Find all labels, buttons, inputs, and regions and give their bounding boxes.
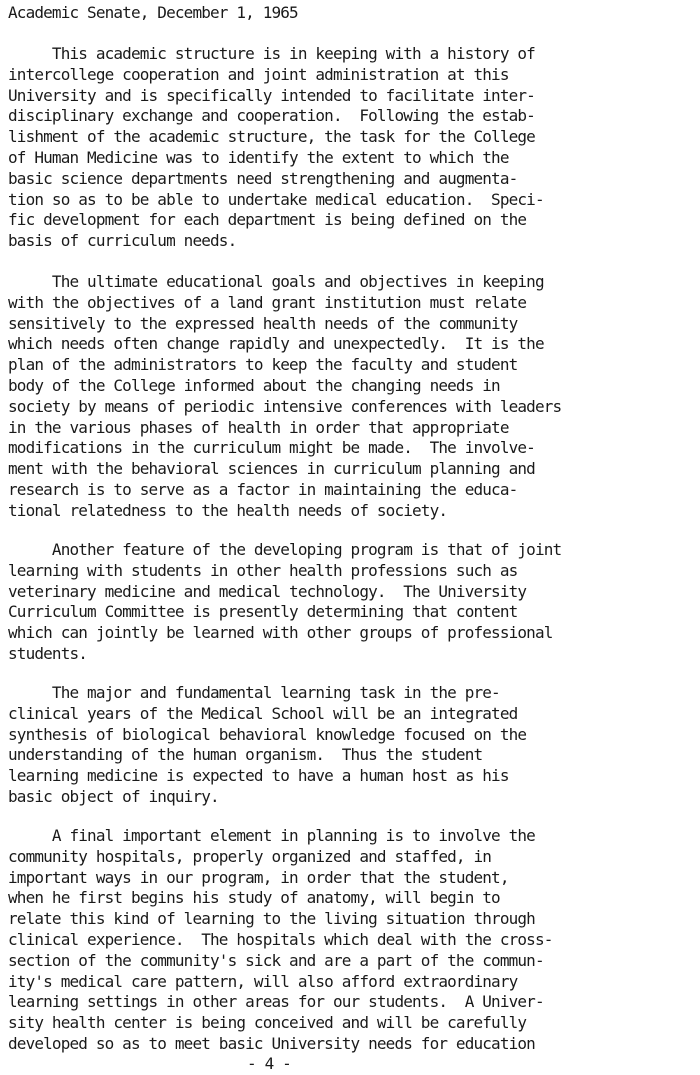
page-number: - 4 - — [247, 1054, 291, 1073]
paragraph-joint-learning: Another feature of the developing program is that of joint learning with students in other health professions such as veterinary medicine and medical technology. The University Curriculum Committee is presently determining that content which can jointly be learned with other groups of professional students. — [8, 540, 562, 663]
paragraph-academic-structure: This academic structure is in keeping with a history of intercollege cooperation and joint administration at this University and is specifically intended to facilitate inter- disciplinary exchange and cooperation. Following the estab- lishment of the academic structure, the task for the College of Human Medicine was to identify the extent to which the basic science departments need strengthening and augmenta- tion so as to be able to undertake medical education. Speci- fic development for each department is being defined on the basis of curriculum needs. — [8, 44, 544, 251]
paragraph-educational-goals: The ultimate educational goals and objectives in keeping with the objectives of a land grant institution must relate sensitively to the expressed health needs of the community which needs often change rapidly and unexpectedly. It is the plan of the administrators to keep the faculty and student body of the College informed about the changing needs in society by means of periodic intensive conferences with leaders in the various phases of health in order that appropriate modifications in the curriculum might be made. The involve- ment with the behavioral sciences in curriculum planning and research is to serve as a factor in maintaining the educa- tional relatedness to the health needs of society. — [8, 272, 562, 520]
paragraph-community-hospitals: A final important element in planning is to involve the community hospitals, properly organized and staffed, in important ways in our program, in order that the student, when he first begins his study of anatomy, will begin to relate this kind of learning to the living situation through clinical experience. The hospitals which deal with the cross- section of the community's sick and are a part of the commun- ity's medical care pattern, will also afford extraordinary learning settings in other areas for our students. A Univer- sity health center is being conceived and will be carefully developed so as to meet basic University needs for education — [8, 826, 553, 1053]
paragraph-preclinical-learning: The major and fundamental learning task in the pre- clinical years of the Medical School will be an integrated synthesis of biological behavioral knowledge focused on the understanding of the human organism. Thus the student learning medicine is expected to have a human host as his basic object of inquiry. — [8, 683, 527, 806]
page-header: Academic Senate, December 1, 1965 — [8, 3, 298, 22]
